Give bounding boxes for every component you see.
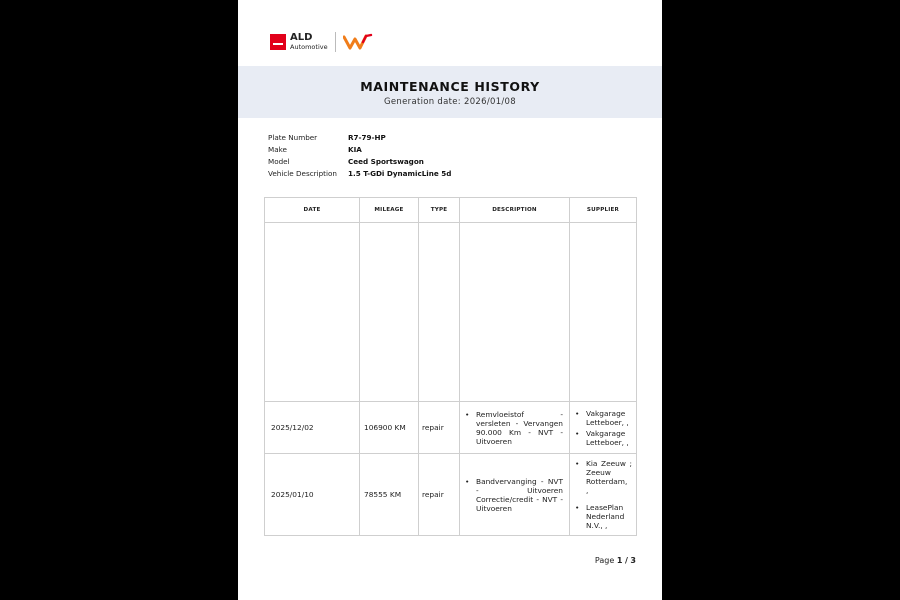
generation-date-label: Generation date: [384, 97, 461, 107]
ald-brand-text: ALD [290, 32, 313, 44]
supplier-item: • Vakgarage Letteboer, , [572, 409, 634, 427]
vehicle-info [268, 131, 451, 180]
empty-cell [419, 223, 460, 402]
table-row [265, 454, 637, 536]
header-mileage: MILEAGE [360, 198, 419, 223]
info-row-make [268, 143, 451, 155]
empty-cell [265, 223, 360, 402]
header-logos [270, 31, 373, 53]
cell-type: repair [419, 402, 460, 454]
document-page [238, 0, 662, 600]
header-supplier: SUPPLIER [570, 198, 637, 223]
info-label: Model [268, 156, 290, 166]
table-empty-row [265, 223, 637, 402]
logo-divider [335, 32, 336, 52]
ald-logo-mark [270, 34, 286, 50]
info-label: Vehicle Description [268, 169, 337, 179]
cell-description [460, 402, 570, 454]
ald-sub-text: Automotive [290, 43, 328, 52]
page-separator: / [624, 556, 628, 565]
maintenance-table [264, 197, 637, 536]
cell-mileage: 78555 KM [360, 454, 419, 536]
cell-date: 2025/01/10 [265, 454, 360, 536]
header-date: DATE [265, 198, 360, 223]
cell-supplier [570, 454, 637, 536]
header-description: DESCRIPTION [460, 198, 570, 223]
empty-cell [570, 223, 637, 402]
info-row-description [268, 168, 451, 180]
info-label: Plate Number [268, 132, 318, 142]
document-title: MAINTENANCE HISTORY [360, 79, 540, 94]
info-label: Make [268, 144, 287, 154]
info-value: Ceed Sportswagon [348, 156, 424, 166]
empty-cell [460, 223, 570, 402]
generation-date-value: 2026/01/08 [463, 97, 516, 107]
page-current: 1 [616, 556, 623, 565]
supplier-item: • Vakgarage Letteboer, , [572, 429, 634, 447]
ald-logo-text [290, 33, 328, 51]
cell-mileage: 106900 KM [360, 402, 419, 454]
empty-cell [360, 223, 419, 402]
table-row [265, 402, 637, 454]
info-value: 1.5 T-GDi DynamicLine 5d [348, 169, 452, 179]
page-number [595, 556, 636, 565]
info-value: KIA [348, 144, 362, 154]
w-logo-icon [343, 33, 373, 51]
info-value: R7-79-HP [348, 132, 386, 142]
table-header-row [265, 198, 637, 223]
page-total: 3 [630, 556, 636, 565]
description-item: • Remvloeistof - versleten - Vervangen 90.000 Km - NVT - Uitvoeren [462, 410, 567, 446]
generation-date-line [238, 97, 662, 107]
page-label: Page [594, 556, 615, 565]
cell-description [460, 454, 570, 536]
supplier-item: • Kia Zeeuw ; Zeeuw Rotterdam, , [572, 459, 634, 495]
header-type: TYPE [419, 198, 460, 223]
title-band [238, 66, 662, 118]
cell-date: 2025/12/02 [265, 402, 360, 454]
info-row-plate [268, 131, 451, 143]
description-item: • Bandvervanging - NVT - Uitvoeren Correctie/credit - NVT - Uitvoeren [462, 477, 567, 513]
supplier-item: • LeasePlan Nederland N.V., , [572, 503, 634, 530]
info-row-model [268, 155, 451, 167]
cell-supplier [570, 402, 637, 454]
cell-type: repair [419, 454, 460, 536]
